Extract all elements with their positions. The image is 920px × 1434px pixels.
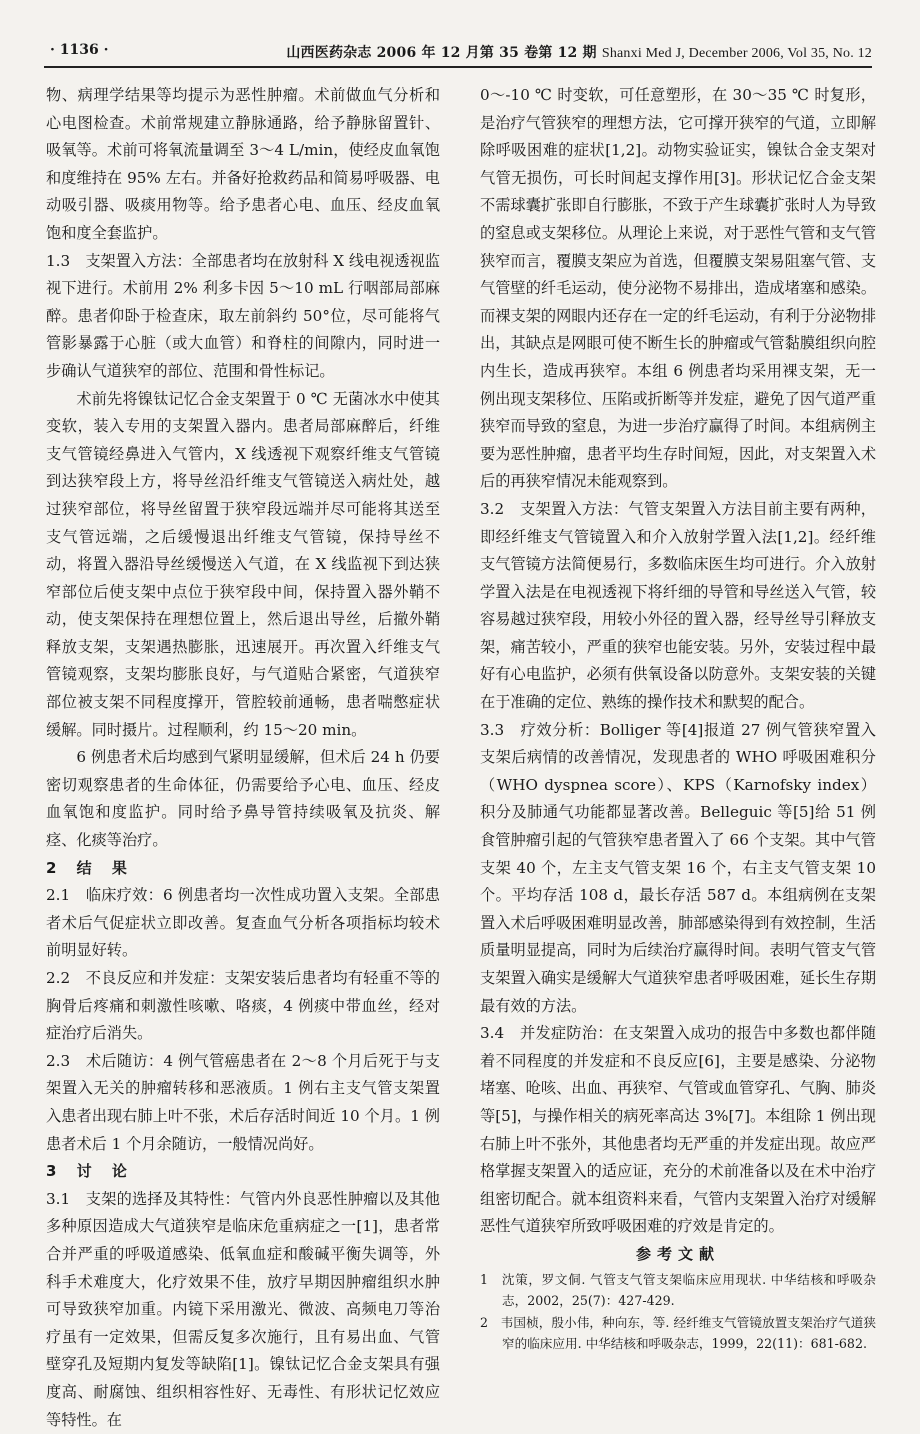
page-number: · 1136 · <box>50 42 109 58</box>
section-heading-discussion: 3 讨 论 <box>46 1162 135 1181</box>
left-column <box>46 82 440 1434</box>
running-header <box>44 36 872 68</box>
paragraph-3-1-cont: 0～-10 ℃ 时变软，可任意塑形，在 30～35 ℃ 时复形，是治疗气管狭窄的理想方法，它可撑开狭窄的气道，立即解除呼吸困难的症状[1,2]。动物实验证实，镍钛合金支架对气管无损伤，可长时间起支撑作用[3]。形状记忆合金支架不需球囊扩张即自行膨胀，不致于产生球囊扩张时人为导致的窒息或支架移位。从理论上来说，对于恶性气管和支气管狭窄而言，覆膜支架应为首选，但覆膜支架易阻塞气管、支气管壁的纤毛运动，使分泌物不易排出，造成堵塞和感染。而裸支架的网眼内还存在一定的纤毛运动，有利于分泌物排出，其缺点是网眼可使不断生长的肿瘤或气管黏膜组织向腔内生长，造成再狭窄。本组 6 例患者均采用裸支架，无一例出现支架移位、压陷或折断等并发症，避免了因气道严重狭窄而导致的窒息，为进一步治疗赢得了时间。本组病例主要为恶性肿瘤，患者平均生存时间短，因此，对支架置入术后的再狭窄情况未能观察到。 <box>480 86 876 491</box>
paragraph-3-4: 3.4 并发症防治：在支架置入成功的报告中多数也都伴随着不同程度的并发症和不良反应[6]，主要是感染、分泌物堵塞、呛咳、出血、再狭窄、气管或血管穿孔、气胸、肺炎等[5]，与操作相关的病死率高达 3%[7]。本组除 1 例出现右肺上叶不张外，其他患者均无严重的并发症出现。故应严格掌握支架置入的适应证，充分的术前准备以及在术中治疗组密切配合。就本组资料来看，气管内支架置入治疗对缓解恶性气道狭窄所致呼吸困难的疗效是肯定的。 <box>480 1024 876 1236</box>
paragraph-2-1: 2.1 临床疗效：6 例患者均一次性成功置入支架。全部患者术后气促症状立即改善。复查血气分析各项指标均较术前明显好转。 <box>46 886 440 960</box>
section-heading-results: 2 结 果 <box>46 858 135 877</box>
reference-item: 2 韦国桢，殷小伟，种向东，等. 经纤维支气管镜放置支架治疗气道狭窄的临床应用. 中华结核和呼吸杂志，1999，22(11)：681-682. <box>480 1314 876 1352</box>
journal-name-en: Shanxi Med J, December 2006, Vol 35, No. 12 <box>601 46 872 61</box>
paragraph-2-2: 2.2 不良反应和并发症：支架安装后患者均有轻重不等的胸骨后疼痛和刺激性咳嗽、咯痰，4 例痰中带血丝，经对症治疗后消失。 <box>46 969 440 1043</box>
right-column <box>480 82 876 1355</box>
journal-citation <box>286 42 872 62</box>
references-heading: 参考文献 <box>635 1244 720 1263</box>
paragraph-1-3: 1.3 支架置入方法：全部患者均在放射科 X 线电视透视监视下进行。术前用 2% 利多卡因 5～10 mL 行咽部局部麻醉。患者仰卧于检查床，取左前斜约 50°位，尽可能将气管影暴露于心脏（或大血管）和脊柱的间隙内，同时进一步确认气道狭窄的部位、范围和骨性标记。 <box>46 251 440 380</box>
paragraph-3-3: 3.3 疗效分析：Bolliger 等[4]报道 27 例气管狭窄置入支架后病情的改善情况，发现患者的 WHO 呼吸困难积分（WHO dyspnea score）、KPS（Karnofsky index）积分及肺通气功能都显著改善。Belleguic 等[5]给 51 例食管肿瘤引起的气管狭窄患者置入了 66 个支架。其中气管支架 40 个，左主支气管支架 16 个，右主支气管支架 10 个。平均存活 108 d，最长存活 587 d。本组病例在支架置入术后呼吸困难明显改善，肺部感染得到有效控制，生活质量明显提高，同时为后续治疗赢得时间。表明气管支气管支架置入确实是缓解大气道狭窄患者呼吸困难，延长生存期最有效的方法。 <box>480 720 876 1015</box>
reference-item: 1 沈策，罗文侗. 气管支气管支架临床应用现状. 中华结核和呼吸杂志，2002，25(7)：427-429. <box>480 1271 876 1309</box>
paragraph-prep: 物、病理学结果等均提示为恶性肿瘤。术前做血气分析和心电图检查。术前常规建立静脉通路，给予静脉留置针、吸氧等。术前可将氧流量调至 3～4 L/min，使经皮血氧饱和度维持在 95% 左右。并备好抢救药品和简易呼吸器、电动吸引器、吸痰用物等。给予患者心电、血压、经皮血氧饱和度全套监护。 <box>46 86 440 242</box>
paragraph-postop: 6 例患者术后均感到气紧明显缓解，但术后 24 h 仍要密切观察患者的生命体征，仍需要给予心电、血压、经皮血氧饱和度监护。同时给予鼻导管持续吸氧及抗炎、解痉、化痰等治疗。 <box>46 748 440 850</box>
paragraph-3-2: 3.2 支架置入方法：气管支架置入方法目前主要有两种，即经纤维支气管镜置入和介入放射学置入法[1,2]。经纤维支气管镜方法简便易行，多数临床医生均可进行。介入放射学置入法是在电视透视下将纤细的导管和导丝送入气管，较容易越过狭窄段，用较小外径的置入器，经导丝导引释放支架，痛苦较小，严重的狭窄也能安装。另外，安装过程中最好有心电监护，必须有供氧设备以防意外。支架安装的关键在于准确的定位、熟练的操作技术和默契的配合。 <box>480 499 876 712</box>
paragraph-procedure: 术前先将镍钛记忆合金支架置于 0 ℃ 无菌冰水中使其变软，装入专用的支架置入器内。患者局部麻醉后，纤维支气管镜经鼻进入气管内，X 线透视下观察纤维支气管镜到达狭窄段上方，将导丝沿纤维支气管镜送入病灶处，越过狭窄部位，将导丝留置于狭窄段远端并尽可能将其送至支气管远端，之后缓慢退出纤维支气管镜，保持导丝不动，将置入器沿导丝缓慢送入气道，在 X 线监视下到达狭窄部位后使支架中点位于狭窄段中间，保持置入器外鞘不动，使支架保持在理想位置上，然后退出导丝，后撤外鞘释放支架，支架遇热膨胀，迅速展开。再次置入纤维支气管镜观察，支架均膨胀良好，与气道贴合紧密，气道狭窄部位被支架不同程度撑开，管腔较前通畅，患者喘憋症状缓解。同时摄片。过程顺利，约 15～20 min。 <box>46 389 440 739</box>
paragraph-2-3: 2.3 术后随访：4 例气管癌患者在 2～8 个月后死于与支架置入无关的肿瘤转移和恶液质。1 例右主支气管支架置入患者出现右肺上叶不张，术后存活时间近 10 个月。1 例患者术后 1 个月余随访，一般情况尚好。 <box>46 1051 440 1153</box>
paragraph-3-1: 3.1 支架的选择及其特性：气管内外良恶性肿瘤以及其他多种原因造成大气道狭窄是临床危重病症之一[1]，患者常合并严重的呼吸道感染、低氧血症和酸碱平衡失调等，外科手术难度大，化疗效果不佳，放疗早期因肿瘤组织水肿可导致狭窄加重。内镜下采用激光、微波、高频电刀等治疗虽有一定效果，但需反复多次施行，且有易出血、气管壁穿孔及短期内复发等缺陷[1]。镍钛记忆合金支架具有强度高、耐腐蚀、组织相容性好、无毒性、有形状记忆效应等特性。在 <box>46 1189 440 1429</box>
journal-name-cn: 山西医药杂志 2006 年 12 月第 35 卷第 12 期 <box>286 45 597 61</box>
